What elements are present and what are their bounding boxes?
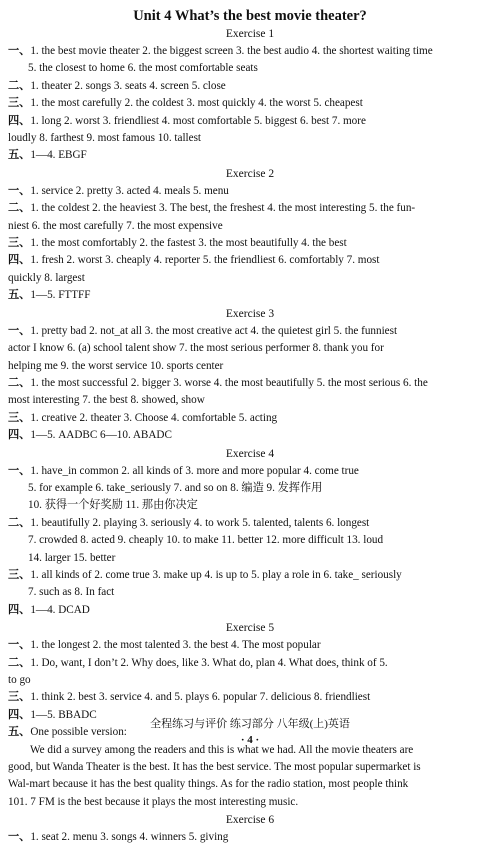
question-number-label: 四、 (8, 429, 31, 442)
answer-text: We did a survey among the readers and this is what we had. All the movie theaters are (30, 743, 414, 756)
answer-text: One possible version: (30, 726, 127, 739)
answer-line (8, 270, 492, 287)
question-number-label: 五、 (8, 149, 31, 162)
answer-text: 1. the most carefully 2. the coldest 3. most quickly 4. the worst 5. cheapest (30, 97, 363, 110)
answer-line (8, 829, 492, 846)
answer-text: 1. have_in common 2. all kinds of 3. more and more popular 4. come true (30, 464, 359, 477)
exercise-title: Exercise 2 (225, 167, 275, 180)
question-number-label: 一、 (8, 184, 31, 197)
answer-line (8, 130, 492, 147)
question-number-label: 五、 (8, 726, 31, 739)
answer-line (8, 480, 492, 497)
exercise-title: Exercise 5 (225, 622, 275, 635)
question-number-label: 二、 (8, 79, 31, 92)
answer-line (8, 392, 492, 409)
answer-line (8, 200, 492, 217)
exercise-title: Exercise 6 (225, 814, 275, 827)
answer-line (8, 183, 492, 200)
answer-text: actor I know 6. (a) school talent show 7. the most serious performer 8. thank you for (8, 342, 384, 355)
answer-line (8, 655, 492, 672)
answer-text: 5. for example 6. take_seriously 7. and so on 8. 编造 9. 发挥作用 (28, 481, 323, 494)
answer-line (8, 759, 492, 776)
answer-text: 1—5. FTTFF (30, 289, 91, 302)
question-number-label: 二、 (8, 516, 31, 529)
answer-line (8, 358, 492, 375)
answer-line (8, 78, 492, 95)
answer-text: 7. such as 8. In fact (28, 586, 115, 599)
answer-text: quickly 8. largest (8, 271, 85, 284)
answer-text: 14. larger 15. better (28, 551, 116, 564)
answer-line (8, 218, 492, 235)
answer-text: 1. Do, want, I don’t 2. Why does, like 3. What do, plan 4. What does, think of 5. (30, 656, 388, 669)
exercise-title: Exercise 3 (225, 307, 275, 320)
answer-text: helping me 9. the worst service 10. sports center (8, 359, 224, 372)
answer-text: 1. think 2. best 3. service 4. and 5. plays 6. popular 7. delicious 8. friendliest (30, 691, 371, 704)
question-number-label: 五、 (8, 289, 31, 302)
answer-line (8, 567, 492, 584)
answer-line (8, 584, 492, 601)
answer-line (8, 637, 492, 654)
answer-text: 7. crowded 8. acted 9. cheaply 10. to make 11. better 12. more difficult 13. loud (28, 534, 384, 547)
answer-line (8, 340, 492, 357)
answer-text: 1. fresh 2. worst 3. cheaply 4. reporter 5. the friendliest 6. comfortably 7. most (30, 254, 380, 267)
answer-line (8, 463, 492, 480)
answer-line (8, 113, 492, 130)
answer-line (8, 287, 492, 304)
answer-line (8, 235, 492, 252)
answer-text: 10. 获得一个好奖励 11. 那由你决定 (28, 499, 198, 512)
question-number-label: 一、 (8, 831, 31, 844)
answer-text: 1. theater 2. songs 3. seats 4. screen 5. close (30, 79, 226, 92)
question-number-label: 三、 (8, 568, 31, 581)
answer-text: 1. the coldest 2. the heaviest 3. The best, the freshest 4. the most interesting 5. the fun- (30, 202, 416, 215)
answer-line (8, 672, 492, 689)
answer-line (8, 252, 492, 269)
answer-text: 1. pretty bad 2. not_at all 3. the most creative act 4. the quietest girl 5. the funniest (30, 324, 398, 337)
question-number-label: 三、 (8, 237, 31, 250)
answer-text: 101. 7 FM is the best because it plays the most interesting music. (8, 795, 299, 808)
question-number-label: 一、 (8, 639, 31, 652)
answer-text: 1. beautifully 2. playing 3. seriously 4. to work 5. talented, talents 6. longest (30, 516, 370, 529)
question-number-label: 四、 (8, 114, 31, 127)
answer-text: 1. creative 2. theater 3. Choose 4. comfortable 5. acting (30, 411, 278, 424)
answer-line (8, 43, 492, 60)
answer-line (8, 323, 492, 340)
question-number-label: 三、 (8, 97, 31, 110)
answer-line (8, 147, 492, 164)
answer-text: 1. the best movie theater 2. the biggest screen 3. the best audio 4. the shortest waiting time (30, 45, 433, 57)
answer-line (8, 776, 492, 793)
answer-line (8, 550, 492, 567)
question-number-label: 二、 (8, 376, 31, 389)
answer-line (8, 515, 492, 532)
exercise-title: Exercise 1 (225, 28, 275, 40)
question-number-label: 四、 (8, 603, 31, 616)
answer-text: niest 6. the most carefully 7. the most expensive (8, 219, 223, 232)
question-number-label: 四、 (8, 708, 31, 721)
answer-text: 1—4. DCAD (30, 603, 90, 616)
answer-line (8, 689, 492, 706)
answer-text: good, but Wanda Theater is the best. It has the best service. The most popular supermarket is (8, 761, 421, 774)
answer-line (8, 410, 492, 427)
question-number-label: 四、 (8, 254, 31, 267)
question-number-label: 二、 (8, 656, 31, 669)
answer-line (8, 532, 492, 549)
answer-text: 5. the closest to home 6. the most comfortable seats (28, 62, 258, 75)
answer-text: loudly 8. farthest 9. most famous 10. tallest (8, 132, 201, 145)
answer-text: 1. long 2. worst 3. friendliest 4. most comfortable 5. biggest 6. best 7. more (30, 114, 366, 127)
answer-text: 1—5. AADBC 6—10. ABADC (30, 429, 172, 442)
answer-text: 1—5. BBADC (30, 708, 97, 721)
answer-line (8, 60, 492, 77)
answer-text: 1. the most comfortably 2. the fastest 3. the most beautifully 4. the best (30, 237, 347, 250)
answer-line (8, 427, 492, 444)
question-number-label: 一、 (8, 45, 31, 57)
answer-line (8, 794, 492, 811)
question-number-label: 一、 (8, 324, 31, 337)
answer-line (8, 602, 492, 619)
answer-text: 1. the longest 2. the most talented 3. the best 4. The most popular (30, 639, 321, 652)
answer-text: 1. seat 2. menu 3. songs 4. winners 5. giving (30, 831, 229, 844)
footer-book-title: 全程练习与评价 练习部分 八年级(上)英语 (150, 718, 350, 730)
answer-line (8, 95, 492, 112)
page-title: Unit 4 What’s the best movie theater? (133, 8, 367, 24)
answer-line (8, 497, 492, 514)
answer-text: Wal-mart because it has the best quality things. As for the radio station, most people think (8, 778, 409, 791)
answer-text: most interesting 7. the best 8. showed, show (8, 394, 205, 407)
answer-text: 1. service 2. pretty 3. acted 4. meals 5. menu (30, 184, 229, 197)
answer-line (8, 375, 492, 392)
answer-text: to go (8, 674, 31, 686)
answer-text: 1. the most successful 2. bigger 3. worse 4. the most beautifully 5. the most serious 6. the (30, 376, 428, 389)
question-number-label: 一、 (8, 464, 31, 477)
answer-text: 1—4. EBGF (30, 149, 87, 162)
answer-text: 1. all kinds of 2. come true 3. make up 4. is up to 5. play a role in 6. take_ seriously (30, 568, 402, 581)
page-number: · 4 · (240, 734, 260, 746)
exercise-title: Exercise 4 (225, 447, 275, 460)
question-number-label: 二、 (8, 202, 31, 215)
question-number-label: 三、 (8, 411, 31, 424)
question-number-label: 三、 (8, 691, 31, 704)
